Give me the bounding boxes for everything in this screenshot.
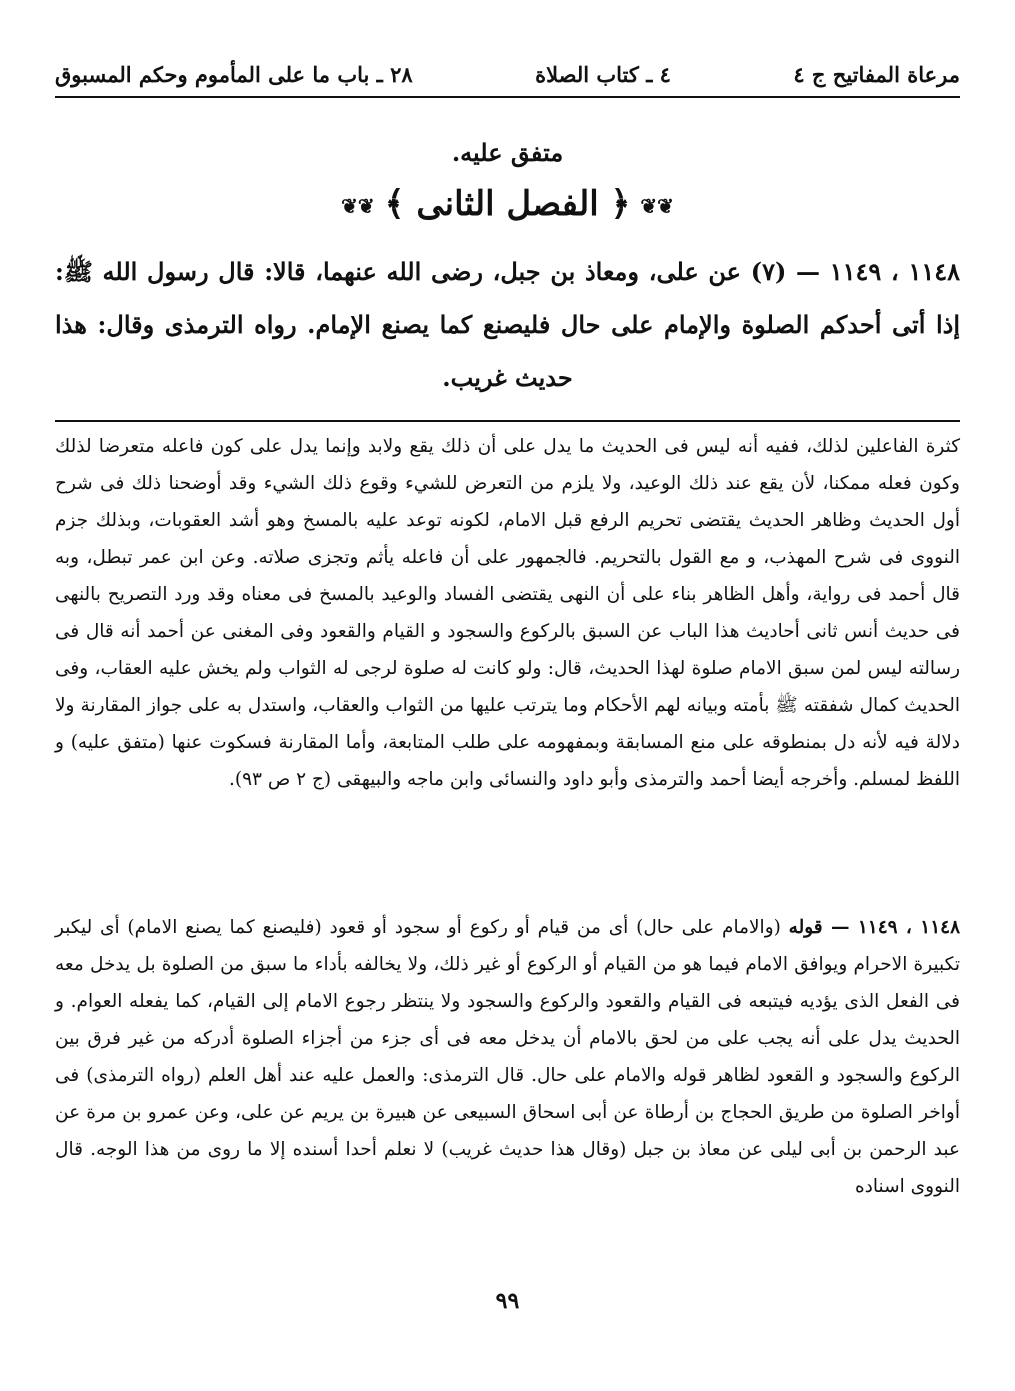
commentary-paragraph-2 xyxy=(55,909,960,1205)
commentary-paragraph-1: كثرة الفاعلين لذلك، ففيه أنه ليس فى الحديث ما يدل على أن ذلك يقع ولابد وإنما يدل على كون فاعله متعرضا لذلك وكون فعله ممكنا، لأن يقع عند ذلك الوعيد، ولا يلزم من التعرض للشيء وقوع ذلك الشيء وقد أوضحنا ذلك فى شرح أول الحديث وظاهر الحديث يقتضى تحريم الرفع قبل الامام، لكونه توعد عليه بالمسخ وهو أشد العقوبات، وبذلك جزم النووى فى شرح المهذب، و مع القول بالتحريم. فالجمهور على أن فاعله يأثم وتجزى صلاته. وعن ابن عمر تبطل، وبه قال أحمد فى رواية، وأهل الظاهر بناء على أن النهى يقتضى الفساد والوعيد بالمسخ فى معناه وقد ورد التصريح بالنهى فى حديث أنس ثانى أحاديث هذا الباب عن السبق بالركوع والسجود و القيام والقعود وفى المغنى عن أحمد أنه قال فى رسالته ليس لمن سبق الامام صلوة لهذا الحديث، قال: ولو كانت له صلوة لرجى له الثواب ولم يخش عليه العقاب، وفى الحديث كمال شفقته ﷺ بأمته وبيانه لهم الأحكام وما يترتب عليها من الثواب والعقاب، واستدل به على جواز المقارنة ولا دلالة فيه لأنه دل بمنطوقه على منع المسابقة وبمفهومه على طلب المتابعة، وأما المقارنة فسكوت عنها (متفق عليه) و اللفظ لمسلم. وأخرجه أيضا أحمد والترمذى وأبو داود والنسائى وابن ماجه والبيهقى (ج ٢ ص ٩٣). xyxy=(55,436,960,790)
header-divider xyxy=(55,96,960,98)
header-section: ٢٨ ـ باب ما على المأموم وحكم المسبوق xyxy=(55,61,413,87)
running-header xyxy=(55,52,960,96)
commentary-reference: ١١٤٨ ، ١١٤٩ — قوله xyxy=(788,917,961,938)
section-title-open-bracket: ﴿ xyxy=(610,184,631,224)
page-number: ٩٩ xyxy=(495,1288,520,1314)
left-ornament: ❦❦ xyxy=(341,194,375,218)
text-commentary-divider xyxy=(55,420,960,422)
section-title xyxy=(0,183,1015,224)
hadith-text-block xyxy=(55,245,960,404)
section-title-close-bracket: ﴾ xyxy=(384,184,405,224)
section-title-text: الفصل الثانى xyxy=(416,184,599,224)
commentary-body: (والامام على حال) أى من قيام أو ركوع أو سجود أو قعود (فليصنع كما يصنع الامام) أى ليكبر تكبيرة الاحرام ويوافق الامام فيما هو من القيام أو الركوع أو غير ذلك، ولا يخالفه بأداء ما سبق من الصلوة بل يدخل معه فى الفعل الذى يؤديه فيتبعه فى القيام والقعود والركوع والسجود ولا ينتظر رجوع الامام إلى القيام، كما يفعله العوام. و الحديث يدل على أنه يجب على من لحق بالامام أن يدخل معه فى أى جزء من أجزاء الصلوة أدركه من غير فرق بين الركوع والسجود و القعود لظاهر قوله والامام على حال. قال الترمذى: والعمل عليه عند أهل العلم (رواه الترمذى) فى أواخر الصلوة من طريق الحجاج بن أرطاة عن أبى اسحاق السبيعى عن هبيرة بن يريم عن على، وعن عمرو بن مرة عن عبد الرحمن بن أبى ليلى عن معاذ بن جبل (وقال هذا حديث غريب) لا نعلم أحدا أسنده إلا ما روى من هذا الوجه. قال النووى اسناده xyxy=(55,917,960,1197)
right-ornament: ❦❦ xyxy=(640,194,674,218)
hadith-body: عن على، ومعاذ بن جبل، رضى الله عنهما، قالا: قال رسول الله ﷺ: إذا أتى أحدكم الصلوة والإمام على حال فليصنع كما يصنع الإمام. رواه الترمذى وقال: هذا حديث غريب. xyxy=(55,257,960,392)
header-book-title: مرعاة المفاتيح ج ٤ xyxy=(793,61,960,87)
hadith-number: ١١٤٨ ، ١١٤٩ — (٧) xyxy=(750,257,961,286)
agreed-upon-note: متفق عليه. xyxy=(451,138,564,167)
header-chapter: ٤ ـ كتاب الصلاة xyxy=(535,61,671,87)
